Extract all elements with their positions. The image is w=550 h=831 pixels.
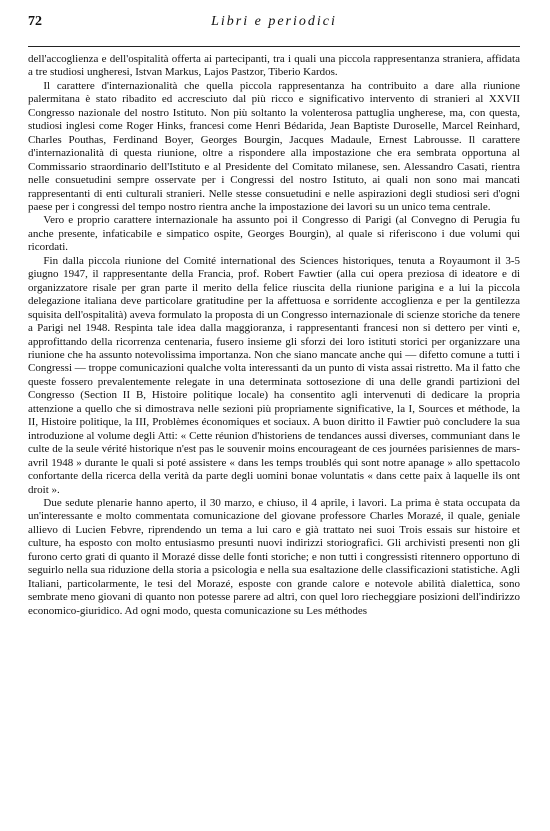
header-rule — [28, 46, 520, 47]
paragraph-3: Vero e proprio carattere internazionale ha assunto poi il Congresso di Parigi (al Convegno di Perugia fu anche presente, infaticabile e simpatico ospite, Georges Bourgin), al quale si riferiscono i due volumi qui ricordati. — [28, 214, 520, 254]
paragraph-4: Fin dalla piccola riunione del Comité international des Sciences historiques, tenuta a Royaumont il 3-5 giugno 1947, il rappresentante della Francia, prof. Robert Fawtier (alla cui opera preziosa di ideatore e di organizzatore risale per gran parte il merito della felice riuscita della riunione parigina e a lui la piccola delegazione italiana deve particolare gratitudine per la affettuosa e sorridente accoglienza e per la gentilezza squisita dell'ospitalità) aveva formulato la proposta di un Congresso internazionale di scienze storiche da tenere a Parigi nel 1948. Respinta tale idea dalla maggioranza, i rappresentanti francesi non si dettero per vinti e, approfittando della ricorrenza centenaria, fusero insieme gli sforzi dei loro istituti storici per organizzare una riunione che ha assunto notevolissima importanza. Non che siano mancate anche qui — difetto comune a tutti i Congressi — troppe comunicazioni qualche volta interessanti da un punto di vista assai ristretto. Ma il fatto che queste fossero prevalentemente relegate in una determinata sottosezione di una delle grandi partizioni del Congresso (Section II B, Histoire politique locale) ha consentito agli intervenuti di dedicare la propria attenzione a quello che si dimostrava nelle sezioni più propriamente significative, la I, Sources et méthode, la II, Histoire politique, la III, Problèmes économiques et sociaux. A buon diritto il Fawtier può concludere la sua introduzione al volume degli Atti: « Cette réunion d'historiens de tendances aussi diverses, communiant dans le culte de la seule vérité historique n'est pas le souvenir moins encourageant de ces journées parisiennes de mars-avril 1948 » durante le quali si poté assistere « dans les temps troublés qui sont notre apanage » allo spettacolo confortante della ricerca della verità da parte degli uomini bonae voluntatis « dans cette paix à laquelle ils ont droit ». — [28, 254, 520, 496]
paragraph-2: Il carattere d'internazionalità che quella piccola rappresentanza ha contribuito a dare alla riunione palermitana è stato ribadito ed accresciuto dal più ricco e significativo intervento di stranieri al XXVII Congresso nazionale del nostro Istituto. Non più soltanto la volenterosa pattuglia ungherese, ma, con questa, studiosi inglesi come Roger Hinks, francesi come Henri Bédarida, Jean Baptiste Duroselle, Marcel Reinhard, Charles Pouthas, Ferdinand Boyer, Georges Bourgin, Jacques Madaule, Ernest Labrousse. Il carattere d'internazionalità di questa riunione, oltre a rispondere alla impostazione che era sembrata opportuna al Commissario straordinario dell'Istituto e al Presidente del Comitato milanese, sen. Alessandro Casati, rientra nelle consuetudini sempre osservate per i Congressi del nostro Istituto, ai quali non sono mai mancati rappresentanti di enti culturali stranieri. Nelle stesse consuetudini e nelle aspirazioni degli studiosi seri d'ogni paese per i congressi del tempo nostro rientra anche la impostazione dei lavori su un unico tema centrale. — [28, 79, 520, 213]
page-number: 72 — [28, 14, 42, 29]
running-title: Libri e periodici — [211, 14, 337, 29]
paragraph-5: Due sedute plenarie hanno aperto, il 30 marzo, e chiuso, il 4 aprile, i lavori. La prima è stata occupata da un'interessante e molto commentata comunicazione del giovane professore Charles Morazé, il quale, geniale allievo di Lucien Febvre, riprendendo un tema a lui caro e già trattato nei suoi Trois essais sur histoire et culture, ha esposto con molto entusiasmo presunti nuovi indirizzi storiografici. Gli archivisti presenti non gli furono certo grati di quanto il Morazé disse delle fonti storiche; e non tutti i congressisti ritennero opportuno di seguirlo nella sua riduzione della storia a psicologia e nella sua esaltazione delle classificazioni statistiche. Agli Italiani, particolarmente, le tesi del Morazé, esposte con grande calore e notevole abilità dialettica, sono sembrate meno giovani di quanto non potesse parere ad altri, con quel loro riecheggiare posizioni dell'indirizzo economico-giuridico. Ad ogni modo, questa comunicazione su Les méthodes — [28, 496, 520, 617]
page-header — [28, 14, 520, 34]
article-body — [28, 53, 520, 618]
paragraph-1: dell'accoglienza e dell'ospitalità offerta ai partecipanti, tra i quali una piccola rappresentanza straniera, affidata a tre studiosi ungheresi, Istvan Markus, Lajos Pastzor, Tiberio Kardos. — [28, 53, 520, 79]
